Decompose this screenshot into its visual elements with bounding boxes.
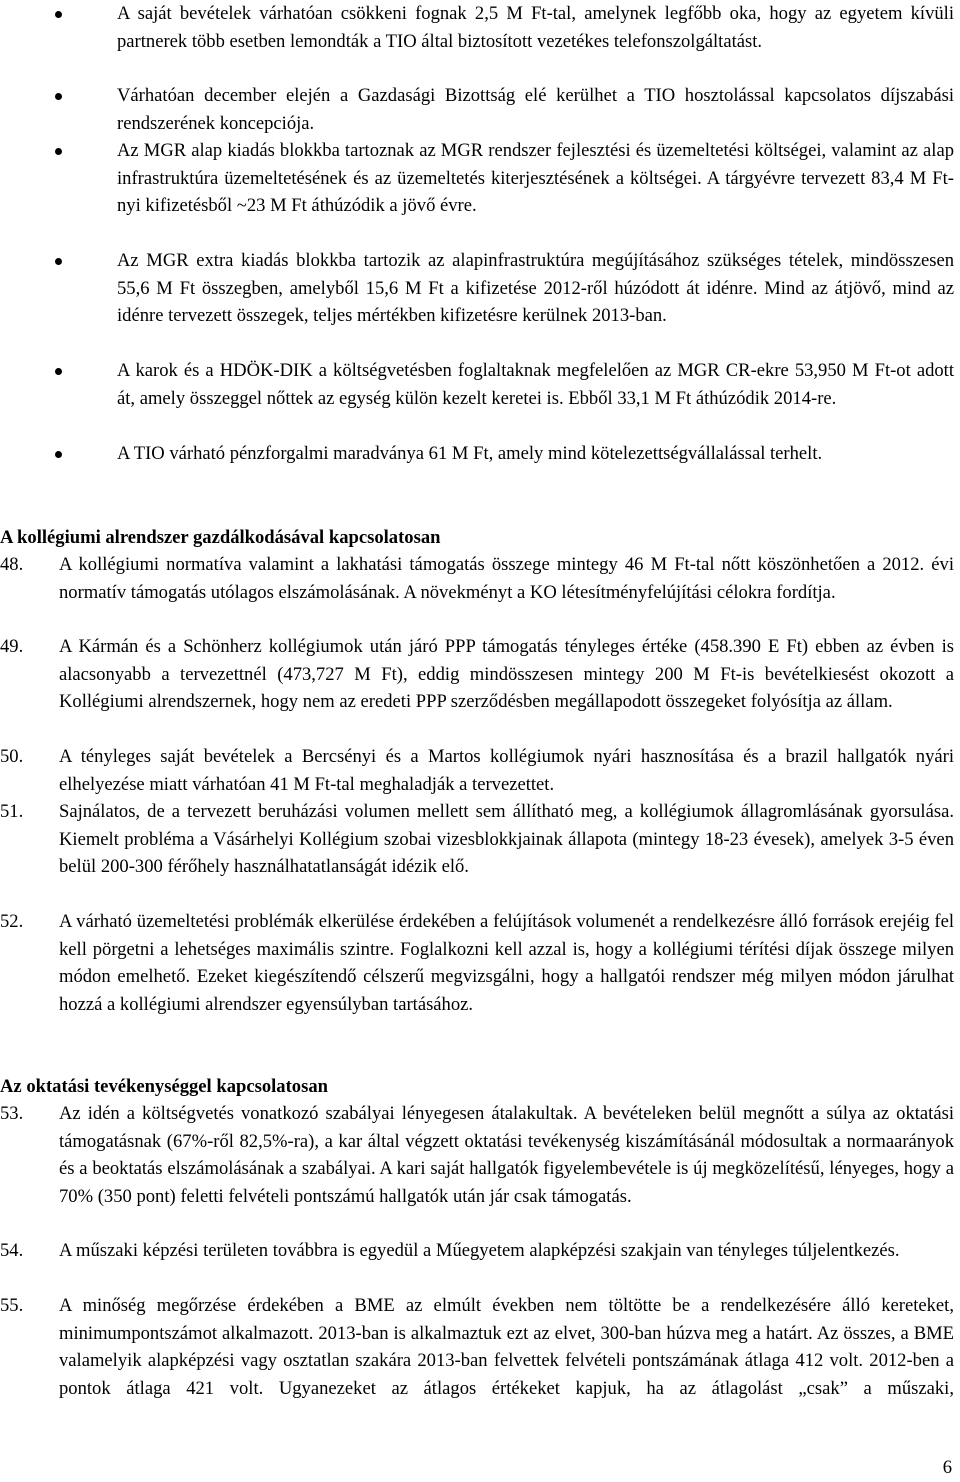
bullet-icon bbox=[55, 368, 62, 375]
numbered-item-51 bbox=[0, 798, 960, 881]
numbered-item-52 bbox=[0, 908, 960, 1018]
bullet-text: A saját bevételek várhatóan csökkeni fognak 2,5 M Ft-tal, amelynek legfőbb oka, hogy az egyetem kívüli partnerek több esetben lemondták a TIO által biztosított vezetékes telefonszolgáltatást. bbox=[117, 3, 954, 52]
item-number: 53. bbox=[0, 1103, 24, 1124]
numbered-item-50 bbox=[0, 743, 960, 798]
bullet-text: A TIO várható pénzforgalmi maradványa 61 M Ft, amely mind kötelezettségvállalással terhelt. bbox=[117, 443, 823, 464]
item-number: 48. bbox=[0, 554, 24, 575]
item-text: A minőség megőrzése érdekében a BME az elmúlt években nem töltötte be a rendelkezésére álló kereteket, minimumpontszámot alkalmazott. 2013-ban is alkalmaztuk ezt az elvet, 300-ban húzva meg a határt. Az összes, a BME valamelyik alapképzési vagy osztatlan szakára 2013-ban felvettek felvételi pontszámának átlaga 412 volt. 2012-ben a pontok átlaga 421 volt. Ugyanezeket az átlagos értékeket kapjuk, ha az átlagolást „csak” a műszaki, bbox=[59, 1295, 954, 1399]
item-text: Sajnálatos, de a tervezett beruházási volumen mellett sem állítható meg, a kollégiumok állagromlásának gyorsulása. Kiemelt probléma a Vásárhelyi Kollégium szobai vizesblokkjainak állapota (mintegy 18-23 évesek), amelyek 3-5 éven belül 200-300 férőhely használhatatlanságát idézik elő. bbox=[59, 801, 954, 877]
bullet-icon bbox=[55, 93, 62, 100]
section-heading-kollegiumi: A kollégiumi alrendszer gazdálkodásával kapcsolatosan bbox=[0, 527, 441, 548]
numbered-item-48 bbox=[0, 551, 960, 606]
bullet-item bbox=[0, 247, 960, 330]
bullet-item bbox=[0, 0, 960, 55]
bullet-item bbox=[0, 440, 960, 468]
bullet-item bbox=[0, 357, 960, 412]
bullet-item bbox=[0, 137, 960, 220]
bullet-item bbox=[0, 82, 960, 137]
numbered-item-54 bbox=[0, 1237, 960, 1265]
numbered-item-53 bbox=[0, 1100, 960, 1210]
bullet-text: Az MGR extra kiadás blokkba tartozik az alapinfrastruktúra megújításához szükséges tételek, mindösszesen 55,6 M Ft összegben, amelyből 15,6 M Ft a kifizetése 2012-ről húzódott át idénre. Mind az átjövő, mind az idénre tervezett összegek, teljes mértékben kifizetésre kerülnek 2013-ban. bbox=[117, 250, 954, 326]
item-number: 55. bbox=[0, 1295, 24, 1316]
bullet-text: A karok és a HDÖK-DIK a költségvetésben foglaltaknak megfelelően az MGR CR-ekre 53,950 M Ft-ot adott át, amely összeggel nőttek az egység külön kezelt keretei is. Ebből 33,1 M Ft áthúzódik 2014-re. bbox=[117, 360, 954, 409]
item-number: 52. bbox=[0, 911, 24, 932]
item-number: 51. bbox=[0, 801, 24, 822]
item-text: A műszaki képzési területen továbbra is egyedül a Műegyetem alapképzési szakjain van tényleges túljelentkezés. bbox=[59, 1240, 900, 1261]
bullet-icon bbox=[55, 451, 62, 458]
bullet-text: Várhatóan december elején a Gazdasági Bizottság elé kerülhet a TIO hosztolással kapcsolatos díjszabási rendszerének koncepciója. bbox=[117, 85, 954, 134]
item-text: A tényleges saját bevételek a Bercsényi és a Martos kollégiumok nyári hasznosítása és a brazil hallgatók nyári elhelyezése miatt várhatóan 41 M Ft-tal meghaladják a tervezettet. bbox=[59, 746, 954, 795]
bullet-text: Az MGR alap kiadás blokkba tartoznak az MGR rendszer fejlesztési és üzemeltetési költségei, valamint az alap infrastruktúra üzemeltetésének és az üzemeltetés kiterjesztésének a költségei. A tárgyévre tervezett 83,4 M Ft-nyi kifizetésből ~23 M Ft áthúzódik a jövő évre. bbox=[117, 140, 954, 216]
bullet-icon bbox=[55, 148, 62, 155]
bullet-icon bbox=[55, 11, 62, 18]
numbered-item-55 bbox=[0, 1292, 960, 1402]
item-text: A Kármán és a Schönherz kollégiumok után járó PPP támogatás tényleges értéke (458.390 E Ft) ebben az évben is alacsonyabb a tervezettnél (473,727 M Ft), eddig mindösszesen mintegy 200 M Ft-is bevételkiesést okozott a Kollégiumi alrendszernek, hogy nem az eredeti PPP szerződésben megállapodott összegeket folyósítja az állam. bbox=[59, 636, 954, 712]
item-text: A kollégiumi normatíva valamint a lakhatási támogatás összege mintegy 46 M Ft-tal nőtt köszönhetően a 2012. évi normatív támogatás utólagos elszámolásának. A növekményt a KO létesítményfelújítási célokra fordítja. bbox=[59, 554, 954, 603]
item-number: 49. bbox=[0, 636, 24, 657]
bullet-icon bbox=[55, 258, 62, 265]
item-number: 50. bbox=[0, 746, 24, 767]
numbered-item-49 bbox=[0, 633, 960, 716]
item-text: Az idén a költségvetés vonatkozó szabályai lényegesen átalakultak. A bevételeken belül megnőtt a súlya az oktatási támogatásnak (67%-ről 82,5%-ra), a kar által végzett oktatási tevékenység kiszámításánál módosultak a normaarányok és a beoktatás elszámolásának a szabályai. A kari saját hallgatók figyelembevétele is új megközelítésű, lényeges, hogy a 70% (350 pont) feletti felvételi pontszámú hallgatók után jár csak támogatás. bbox=[59, 1103, 954, 1207]
item-number: 54. bbox=[0, 1240, 24, 1261]
item-text: A várható üzemeltetési problémák elkerülése érdekében a felújítások volumenét a rendelkezésre álló források erejéig fel kell pörgetni a lehetséges maximális szintre. Foglalkozni kell azzal is, hogy a kollégiumi térítési díjak összege milyen módon emelhető. Ezeket kiegészítendő célszerű megvizsgálni, hogy a hallgatói rendszer még milyen módon járulhat hozzá a kollégiumi alrendszer egyensúlyban tartásához. bbox=[59, 911, 954, 1015]
section-heading-oktatasi: Az oktatási tevékenységgel kapcsolatosan bbox=[0, 1076, 328, 1097]
page-number: 6 bbox=[942, 1457, 952, 1478]
